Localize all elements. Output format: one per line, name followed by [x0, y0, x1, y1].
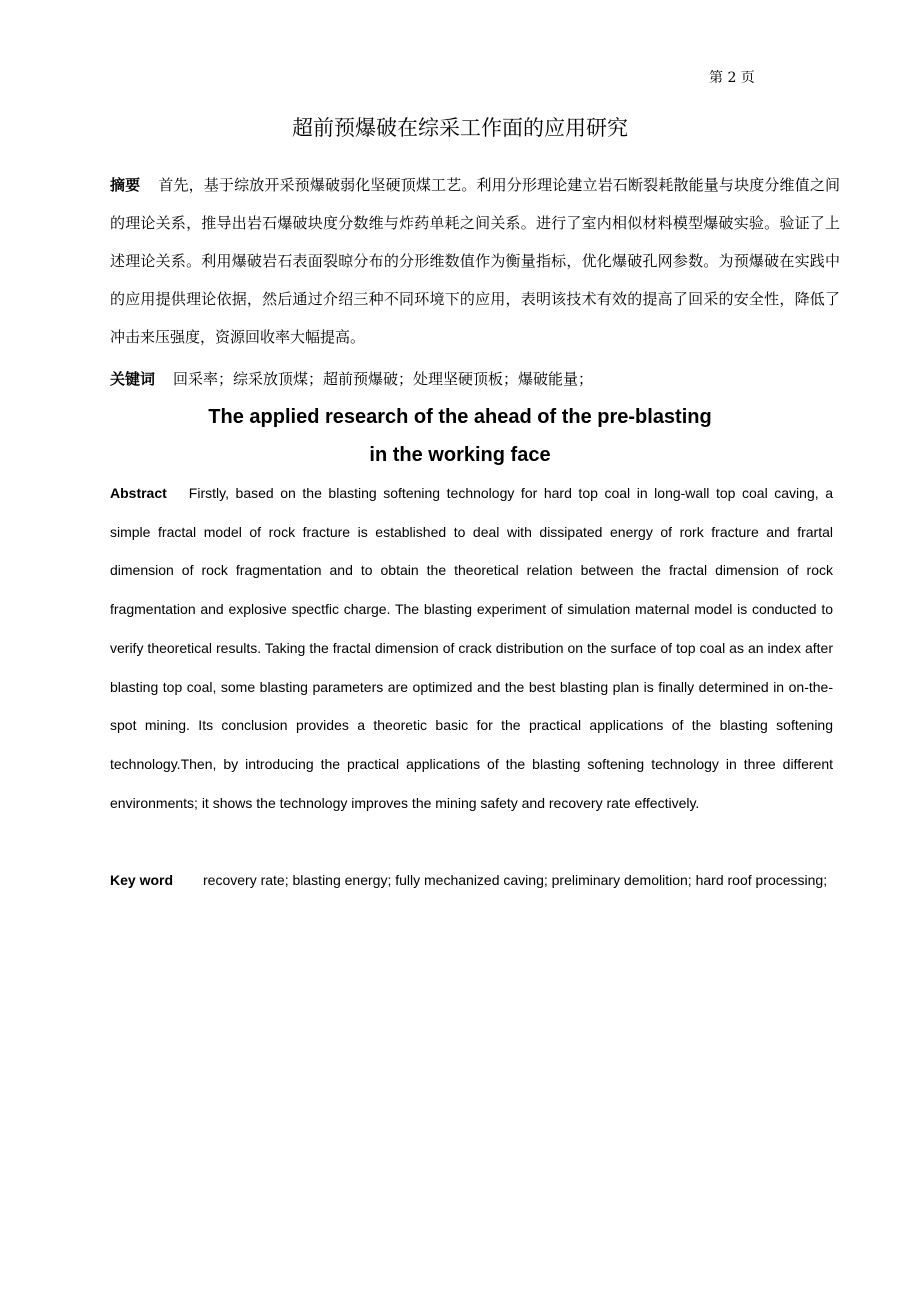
english-abstract [110, 474, 833, 822]
chinese-keywords-text: 回采率；综采放顶煤；超前预爆破；处理坚硬顶板；爆破能量； [173, 370, 594, 388]
english-keywords-text: recovery rate; blasting energy; fully mechanized caving; preliminary demolition; hard roof processing; [203, 872, 828, 888]
chinese-abstract [110, 166, 840, 356]
english-title-line2: in the working face [369, 444, 551, 466]
english-keywords-label: Key word [110, 872, 174, 888]
english-title-line1: The applied research of the ahead of the pre-blasting [208, 406, 712, 428]
chinese-keywords-label: 关键词 [110, 370, 156, 388]
chinese-abstract-text: 首先，基于综放开采预爆破弱化坚硬顶煤工艺。利用分形理论建立岩石断裂耗散能量与块度分维值之间的理论关系，推导出岩石爆破块度分数维与炸药单耗之间关系。进行了室内相似材料模型爆破实验。验证了上述理论关系。利用爆破岩石表面裂晾分布的分形维数值作为衡量指标，优化爆破孔网参数。为预爆破在实践中的应用提供理论依据，然后通过介绍三种不同环境下的应用，表明该技术有效的提高了回采的安全性，降低了冲击来压强度，资源回收率大幅提高。 [110, 176, 840, 346]
chinese-keywords [110, 360, 840, 398]
english-keywords [110, 861, 833, 900]
english-abstract-text: Firstly, based on the blasting softening technology for hard top coal in long-wall top coal caving, a simple fractal model of rock fracture is established to deal with dissipated energy of rork fracture and frartal dimension of rock fragmentation and to obtain the theoretical relation between the fractal dimension of rock fragmentation and explosive spectfic charge. The blasting experiment of simulation maternal model is conducted to verify theoretical results. Taking the fractal dimension of crack distribution on the surface of top coal as an index after blasting top coal, some blasting parameters are optimized and the best blasting plan is finally determined in on-the-spot mining. Its conclusion provides a theoretic basic for the practical applications of the blasting softening technology.Then, by introducing the practical applications of the blasting softening technology in three different environments; it shows the technology improves the mining safety and recovery rate effectively. [110, 485, 833, 811]
page-number: 第 2 页 [709, 70, 755, 86]
english-abstract-label: Abstract [110, 485, 167, 501]
chinese-title: 超前预爆破在综采工作面的应用研究 [292, 116, 628, 140]
chinese-abstract-label: 摘要 [110, 176, 141, 194]
